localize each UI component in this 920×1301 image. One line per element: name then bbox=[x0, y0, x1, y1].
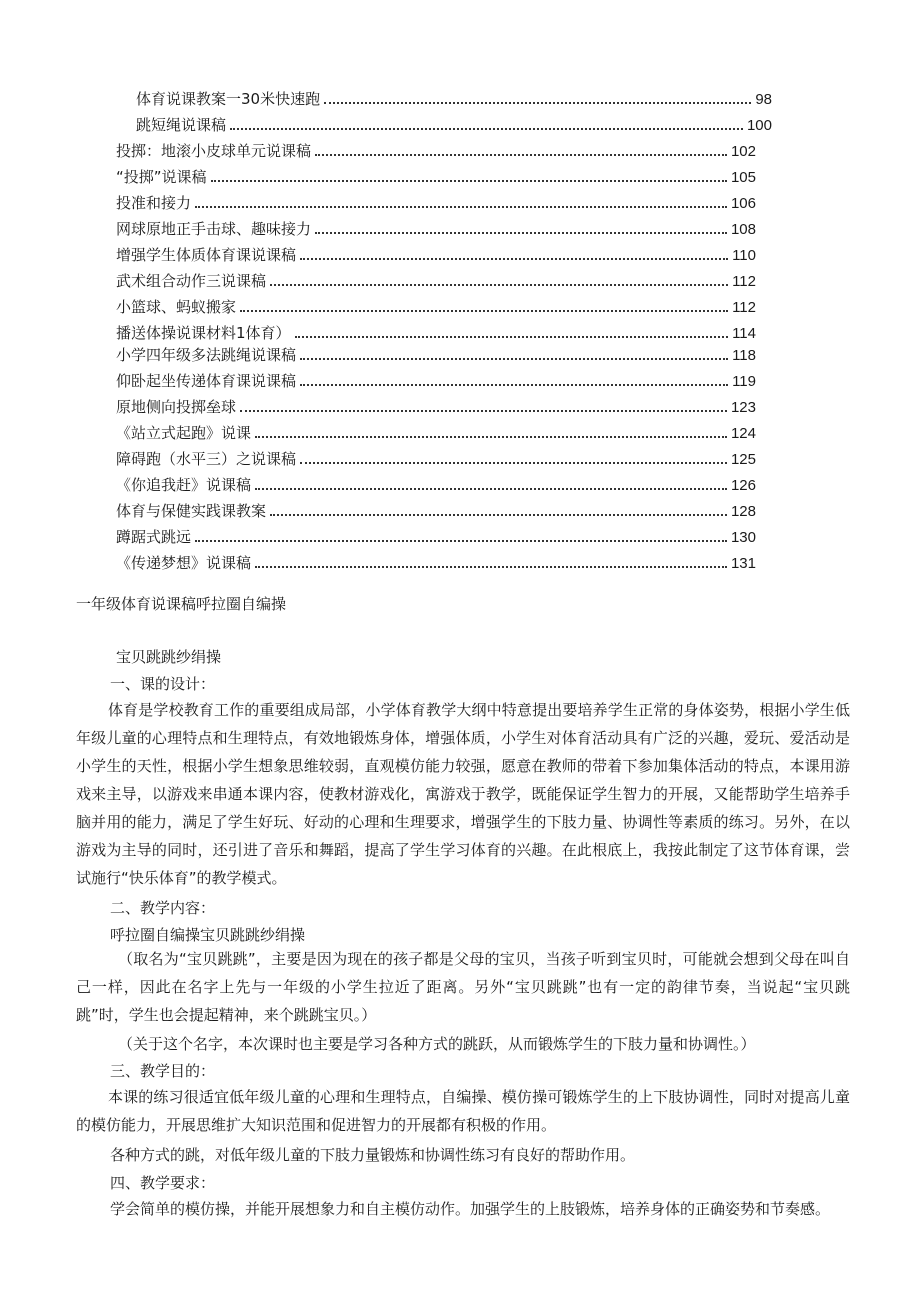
toc-leader-dots bbox=[315, 218, 727, 234]
toc-entry-title: 体育说课教案一30米快速跑 bbox=[136, 90, 321, 108]
toc-entry[interactable] bbox=[116, 270, 756, 292]
toc-leader-dots bbox=[315, 140, 727, 156]
toc-entry[interactable] bbox=[136, 88, 772, 110]
toc-leader-dots bbox=[300, 244, 728, 260]
toc-entry-page: 106 bbox=[730, 195, 756, 212]
toc-entry-title: 投掷：地滚小皮球单元说课稿 bbox=[116, 142, 312, 160]
toc-entry-page: 105 bbox=[730, 169, 756, 186]
toc-leader-dots bbox=[255, 552, 727, 568]
toc-entry-title: 《传递梦想》说课稿 bbox=[116, 554, 252, 572]
section-heading-design: 一、课的设计： bbox=[110, 675, 216, 693]
toc-leader-dots bbox=[195, 192, 727, 208]
toc-leader-dots bbox=[295, 322, 729, 338]
paragraph-requirements: 学会简单的模仿操，并能开展想象力和自主模仿动作。加强学生的上肢锻炼，培养身体的正确姿势和节奏感。 bbox=[110, 1200, 831, 1218]
document-subtitle: 宝贝跳跳纱绢操 bbox=[116, 648, 222, 666]
toc-entry-title: 小篮球、蚂蚁搬家 bbox=[116, 298, 237, 316]
toc-leader-dots bbox=[230, 114, 743, 130]
paragraph-name-origin: （取名为“宝贝跳跳”，主要是因为现在的孩子都是父母的宝贝，当孩子听到宝贝时，可能就会想到父母在叫自己一样，因此在名字上先与一年级的小学生拉近了距离。另外“宝贝跳跳”也有一定的韵律节奏，当说起“宝贝跳跳”时，学生也会提起精神，来个跳跳宝贝。） bbox=[76, 950, 850, 1024]
toc-entry-page: 100 bbox=[746, 117, 772, 134]
toc-entry-page: 131 bbox=[730, 555, 756, 572]
toc-entry-page: 110 bbox=[732, 247, 756, 264]
toc-entry-page: 98 bbox=[755, 91, 772, 108]
toc-entry-page: 130 bbox=[730, 529, 756, 546]
toc-entry-title: 体育与保健实践课教案 bbox=[116, 502, 267, 520]
toc-leader-dots bbox=[300, 344, 728, 360]
toc-entry[interactable] bbox=[116, 140, 756, 162]
toc-entry[interactable] bbox=[116, 448, 756, 470]
toc-entry-page: 126 bbox=[730, 477, 756, 494]
toc-entry-page: 125 bbox=[730, 451, 756, 468]
toc-leader-dots bbox=[240, 396, 727, 412]
toc-entry[interactable] bbox=[116, 218, 756, 240]
toc-entry[interactable] bbox=[116, 370, 756, 392]
toc-leader-dots bbox=[324, 88, 751, 104]
toc-entry[interactable] bbox=[116, 500, 756, 522]
toc-entry-title: 增强学生体质体育课说课稿 bbox=[116, 246, 297, 264]
toc-entry-page: 112 bbox=[732, 273, 756, 290]
toc-entry[interactable] bbox=[116, 344, 756, 366]
toc-entry[interactable] bbox=[116, 192, 756, 214]
toc-leader-dots bbox=[240, 296, 728, 312]
toc-leader-dots bbox=[255, 474, 727, 490]
toc-entry-title: 武术组合动作三说课稿 bbox=[116, 272, 267, 290]
toc-entry-title: 跳短绳说课稿 bbox=[136, 116, 227, 134]
toc-entry-page: 119 bbox=[732, 373, 756, 390]
toc-entry-title: 《站立式起跑》说课 bbox=[116, 424, 252, 442]
toc-entry[interactable] bbox=[116, 422, 756, 444]
paragraph-jump-benefits: 各种方式的跳，对低年级儿童的下肢力量锻炼和协调性练习有良好的帮助作用。 bbox=[110, 1146, 636, 1164]
toc-entry-page: 112 bbox=[732, 299, 756, 316]
toc-leader-dots bbox=[195, 526, 727, 542]
toc-leader-dots bbox=[300, 448, 727, 464]
toc-entry-title: 《你追我赶》说课稿 bbox=[116, 476, 252, 494]
content-line: 呼拉圈自编操宝贝跳跳纱绢操 bbox=[110, 926, 306, 944]
toc-entry-title: 原地侧向投掷垒球 bbox=[116, 398, 237, 416]
toc-leader-dots bbox=[211, 166, 727, 182]
toc-entry-page: 123 bbox=[730, 399, 756, 416]
section-heading-requirements: 四、教学要求： bbox=[110, 1174, 216, 1192]
section-heading-content: 二、教学内容： bbox=[110, 899, 216, 917]
toc-leader-dots bbox=[270, 270, 728, 286]
toc-entry[interactable] bbox=[116, 396, 756, 418]
toc-leader-dots bbox=[300, 370, 728, 386]
toc-entry[interactable] bbox=[116, 296, 756, 318]
toc-entry[interactable] bbox=[116, 552, 756, 574]
toc-entry[interactable] bbox=[116, 322, 756, 344]
toc-entry-page: 102 bbox=[730, 143, 756, 160]
toc-entry-title: 播送体操说课材料1体育） bbox=[116, 324, 291, 342]
toc-entry-title: 障碍跑（水平三）之说课稿 bbox=[116, 450, 297, 468]
toc-entry-page: 108 bbox=[730, 221, 756, 238]
toc-leader-dots bbox=[255, 422, 727, 438]
toc-entry-page: 124 bbox=[730, 425, 756, 442]
toc-entry-title: 蹲踞式跳远 bbox=[116, 528, 192, 546]
document-heading: 一年级体育说课稿呼拉圈自编操 bbox=[76, 595, 287, 613]
toc-leader-dots bbox=[270, 500, 727, 516]
toc-entry-page: 128 bbox=[730, 503, 756, 520]
toc-entry[interactable] bbox=[116, 166, 756, 188]
toc-entry-title: 仰卧起坐传递体育课说课稿 bbox=[116, 372, 297, 390]
toc-entry[interactable] bbox=[116, 526, 756, 548]
toc-entry-title: 小学四年级多法跳绳说课稿 bbox=[116, 346, 297, 364]
section-heading-objectives: 三、教学目的： bbox=[110, 1062, 216, 1080]
toc-entry-title: 网球原地正手击球、趣味接力 bbox=[116, 220, 312, 238]
toc-entry-page: 114 bbox=[732, 325, 756, 342]
toc-entry[interactable] bbox=[116, 244, 756, 266]
toc-entry[interactable] bbox=[116, 474, 756, 496]
toc-entry-page: 118 bbox=[732, 347, 756, 364]
paragraph-objectives: 本课的练习很适宜低年级儿童的心理和生理特点，自编操、模仿操可锻炼学生的上下肢协调性，同时对提高儿童的模仿能力，开展思维扩大知识范围和促进智力的开展都有积极的作用。 bbox=[76, 1088, 850, 1134]
toc-entry[interactable] bbox=[136, 114, 772, 136]
toc-entry-title: “投掷”说课稿 bbox=[116, 168, 207, 186]
toc-entry-title: 投准和接力 bbox=[116, 194, 192, 212]
paragraph-name-note: （关于这个名字，本次课时也主要是学习各种方式的跳跃，从而锻炼学生的下肢力量和协调性。） bbox=[118, 1035, 756, 1053]
paragraph-design: 体育是学校教育工作的重要组成局部，小学体育教学大纲中特意提出要培养学生正常的身体姿势，根据小学生低年级儿童的心理特点和生理特点，有效地锻炼身体，增强体质，小学生对体育活动具有广泛的兴趣，爱玩、爱活动是小学生的天性，根据小学生想象思维较弱，直观模仿能力较强，愿意在教师的带着下参加集体活动的特点，本课用游戏来主导，以游戏来串通本课内容，使教材游戏化，寓游戏于教学，既能保证学生智力的开展，又能帮助学生培养手脑并用的能力，满足了学生好玩、好动的心理和生理要求，增强学生的下肢力量、协调性等素质的练习。另外，在以游戏为主导的同时，还引进了音乐和舞蹈，提高了学生学习体育的兴趣。在此根底上，我按此制定了这节体育课，尝试施行“快乐体育”的教学模式。 bbox=[76, 701, 850, 887]
